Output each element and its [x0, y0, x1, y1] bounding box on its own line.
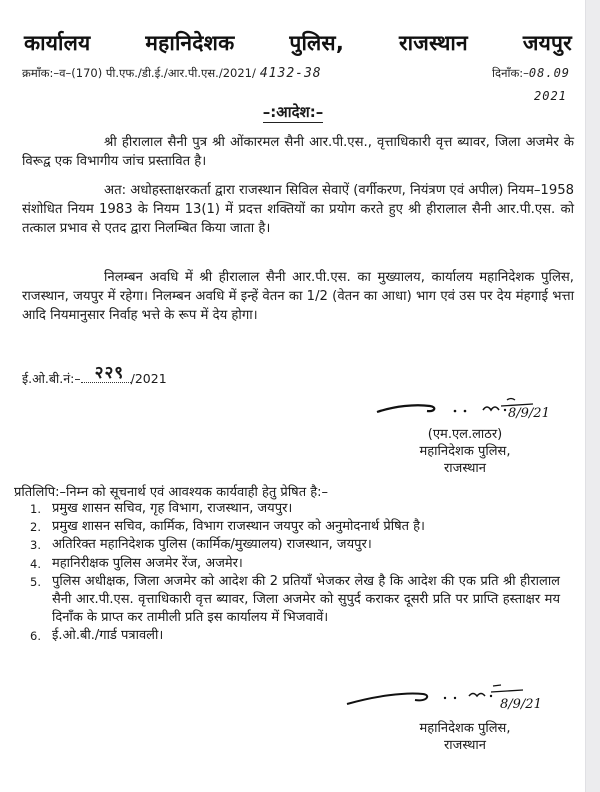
- scan-edge-strip: [585, 0, 600, 792]
- copy-to-item: 2. प्रमुख शासन सचिव, कार्मिक, विभाग राजस्थान जयपुर को अनुमोदनार्थ प्रेषित है।: [30, 519, 425, 535]
- copy-to-item: 4. महानिरीक्षक पुलिस अजमेर रेंज, अजमेर।: [30, 555, 243, 571]
- signatory-state: राजस्थान: [443, 738, 487, 753]
- order-heading-text: –:आदेश:–: [262, 103, 324, 121]
- eob-number: [22, 363, 167, 387]
- title-word: राजस्थान: [399, 31, 468, 55]
- copy-to-item: 6. ई.ओ.बी./गार्ड पत्रावली।: [30, 628, 164, 644]
- copy-to-list: [30, 500, 560, 646]
- reference-prefix: क्रमाँक:–व–(170) पी.एफ./डी.ई./आर.पी.एस./2021/: [22, 66, 256, 80]
- reference-handwritten: 4132-38: [259, 66, 322, 81]
- date-year-handwritten: 2021: [534, 89, 567, 103]
- signatory-state: राजस्थान: [443, 461, 487, 476]
- paragraph-text: निलम्बन अवधि में श्री हीरालाल सैनी आर.पी.एस. का मुख्यालय, कार्यालय महानिदेशक पुलिस, राजस्थान, जयपुर में रहेगा। निलम्बन अवधि में इन्हें वेतन का 1/2 (वेतन का आधा) भाग एवं उस पर देय मंहगाई भत्ता आदि नियमानुसार निर्वाह भत्ते के रूप में देय होगा।: [22, 270, 574, 323]
- signatory-block-1: [395, 426, 535, 477]
- copy-to-item: 3. अतिरिक्त महानिदेशक पुलिस (कार्मिक/मुख्यालय) राजस्थान, जयपुर।: [30, 537, 372, 553]
- copy-to-heading: प्रतिलिपि:–निम्न को सूचनार्थ एवं आवश्यक कार्यवाही हेतु प्रेषित है:–: [14, 485, 329, 500]
- eob-year: /2021: [130, 371, 167, 386]
- copy-to-item: 1. प्रमुख शासन सचिव, गृह विभाग, राजस्थान, जयपुर।: [30, 501, 293, 516]
- date-label: दिनाँक:–: [492, 66, 529, 80]
- order-date: [492, 66, 570, 81]
- signatory-name: (एम.एल.लाठर): [427, 427, 503, 442]
- signatory-block-2: [395, 720, 535, 754]
- paragraph-suspension: [22, 181, 574, 238]
- title-word: महानिदेशक: [145, 31, 235, 55]
- signature-date-1: 8/9/21: [508, 406, 550, 421]
- paragraph-text: श्री हीरालाल सैनी पुत्र श्री ओंकारमल सैनी आर.पी.एस., वृत्ताधिकारी वृत्त ब्यावर, जिला अजमेर के विरूद्व एक विभागीय जांच प्रस्तावित है।: [22, 135, 574, 169]
- signature-date-2: 8/9/21: [500, 697, 542, 712]
- order-heading: [0, 102, 586, 122]
- copy-to-item: 5. पुलिस अधीक्षक, जिला अजमेर को आदेश की 2 प्रतियाँ भेजकर लेख है कि आदेश की एक प्रति श्री हीरालाल सैनी आर.पी.एस. वृत्ताधिकारी वृत्त ब्यावर, जिला अजमेर को सुपुर्द कराकर दूसरी प्रति पर प्राप्ति हस्ताक्षर मय दिनाँक के प्राप्त कर तामीली प्रति इस कार्यालय में भिजवावें।: [30, 573, 560, 626]
- title-word: कार्यालय: [24, 31, 91, 55]
- eob-label: ई.ओ.बी.नं:–: [22, 371, 81, 386]
- reference-number: [22, 66, 322, 81]
- title-word: जयपुर: [522, 31, 572, 55]
- title-word: पुलिस,: [289, 31, 345, 55]
- paragraph-text: अत: अधोहस्ताक्षरकर्ता द्वारा राजस्थान सिविल सेवाऐं (वर्गीकरण, नियंत्रण एवं अपील) नियम–1958 संशोधित नियम 1983 के नियम 13(1) में प्रदत्त शक्तियों का प्रयोग करते हुए श्री हीरालाल सैनी आर.पी.एस. को तत्काल प्रभाव से एतद द्वारा निलम्बित किया जाता है।: [22, 183, 574, 236]
- signatory-designation: महानिदेशक पुलिस,: [419, 444, 511, 459]
- office-title: [24, 29, 572, 57]
- eob-number-handwritten: २२९: [94, 363, 125, 383]
- signatory-designation: महानिदेशक पुलिस,: [419, 721, 511, 736]
- eob-dotted-field: [81, 363, 131, 383]
- paragraph-headquarters: [22, 268, 574, 325]
- signature-scribble-2: [345, 680, 525, 714]
- paragraph-inquiry: [22, 133, 574, 171]
- date-handwritten: 08.09: [528, 66, 571, 80]
